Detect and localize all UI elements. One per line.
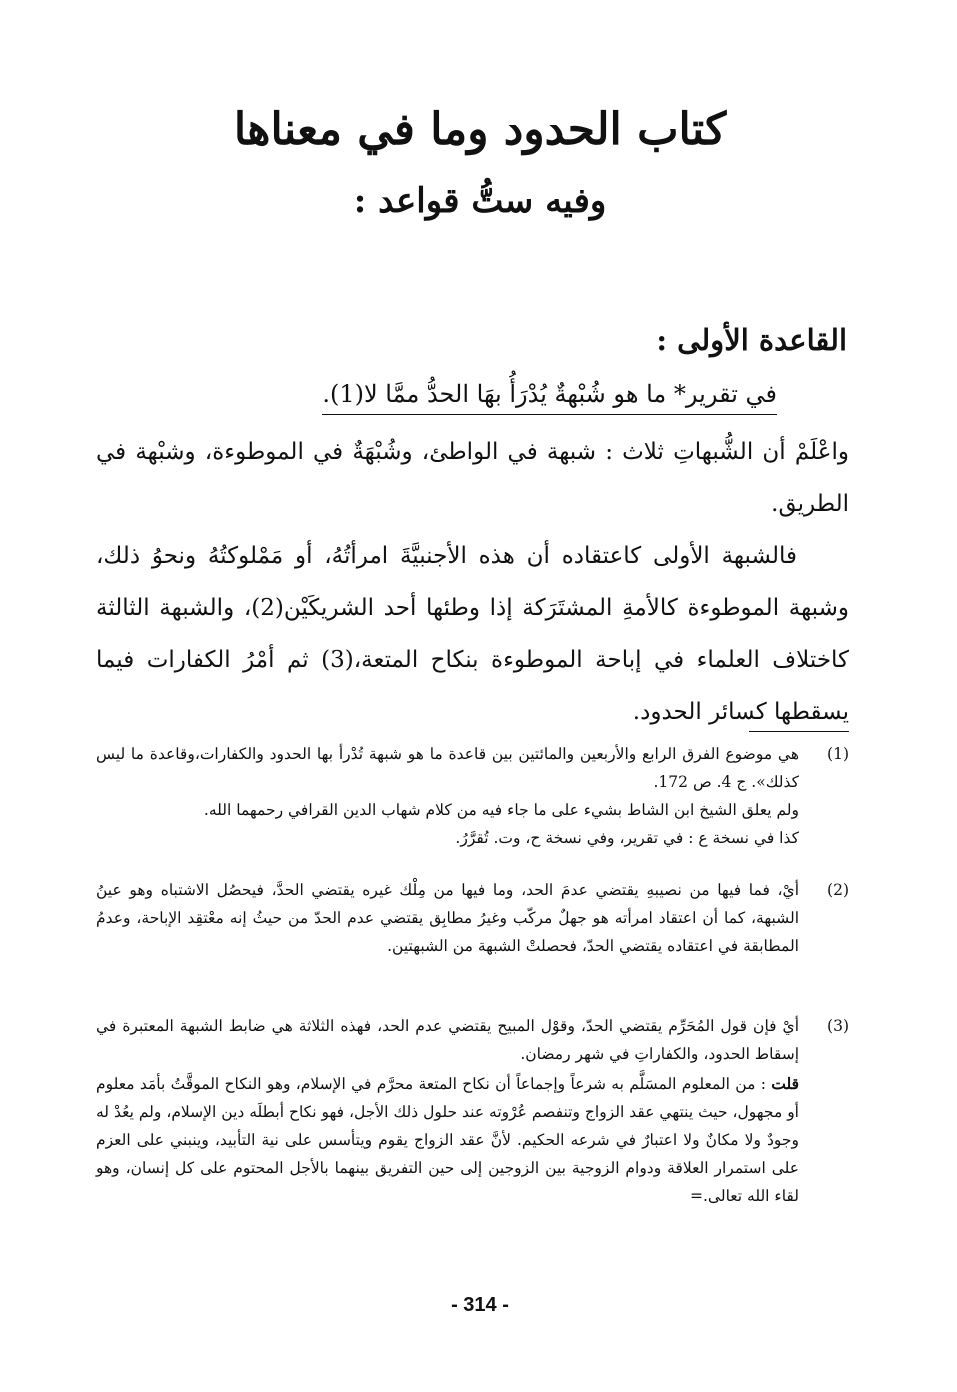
editor-comment-label: قلت bbox=[771, 1074, 799, 1093]
editor-comment-text: : من المعلوم المسَلَّم به شرعاً وإجماعاً أن نكاح المتعة محرَّم في الإسلام، وهو النكاح الموقَّتُ بأمَد معلوم أو مجهول، حيث ينتهي عقد الزواج وتنفصم عُرْوته عند حلول ذلك الأجل، فهو نكاح أبطلَه دين الإسلام، ولم يعُدْ له وجودٌ ولا مكانٌ ولا اعتبارٌ في شرعه الحكيم. لأنَّ عقد الزواج يقوم ويتأسس على نية التأبيد، وينبني على العزم على استمرار العلاقة ودوام الزوجية بين الزوجين إلى حين التفريق بينهما بالأجل المحتوم على كل إنسان، وهو لقاء الله تعالى.= bbox=[96, 1075, 799, 1205]
footnote-line: أيْ فإن قول المُحَرِّم يقتضي الحدّ، وقوْل المبيح يقتضي عدم الحد، فهذه الثلاثة هي ضابط الشبهة المعتبرة في إسقاط الحدود، والكفاراتِ في شهر رمضان. bbox=[96, 1017, 799, 1063]
footnote-3 bbox=[96, 1012, 849, 1068]
footnote-2 bbox=[96, 876, 849, 960]
editor-comment bbox=[96, 1070, 799, 1210]
footnote-divider bbox=[749, 731, 849, 732]
footnote-number: (2) bbox=[827, 881, 849, 899]
book-title: كتاب الحدود وما في معناها bbox=[233, 104, 727, 155]
book-subtitle: وفيه ستُّ قواعد : bbox=[353, 181, 607, 221]
footnote-number: (3) bbox=[827, 1017, 849, 1035]
page-number: - 314 - bbox=[451, 1294, 509, 1316]
rule-subject: في تقرير* ما هو شُبْهةٌ يُدْرَأُ بهَا الحدُّ ممَّا لا(1). bbox=[322, 376, 777, 415]
footnote-number: (1) bbox=[827, 745, 849, 763]
footnote-line: كذا في نسخة ع : في تقرير، وفي نسخة ح، وت. تُقرَّرُ. bbox=[455, 829, 799, 847]
rule-heading: القاعدة الأولى : bbox=[656, 323, 847, 357]
paragraph-2: فالشبهة الأولى كاعتقاده أن هذه الأجنبيَّةَ امرأتُهُ، أو مَمْلوكتُهُ ونحوُ ذلك، وشبهة الموطوءة كالأمةِ المشتَرَكة إذا وطئها أحد الشريكَيْن(2)، والشبهة الثالثة كاختلاف العلماء في إباحة الموطوءة بنكاح المتعة،(3) ثم أمْرُ الكفارات فيما يسقطها كسائر الحدود. bbox=[96, 543, 849, 725]
paragraph-1: واعْلَمْ أن الشُّبهاتِ ثلاث : شبهة في الواطئ، وشُبْهَةٌ في الموطوءة، وشبْهة في الطريق. bbox=[96, 439, 849, 517]
footnote-line: هي موضوع الفرق الرابع والأربعين والمائتين بين قاعدة ما هو شبهة تُدْرأ بها الحدود والكفارات،وقاعدة ما ليس كذلك». ج 4. ص 172. bbox=[96, 745, 799, 791]
footnote-line: ولم يعلق الشيخ ابن الشاط بشيء على ما جاء فيه من كلام شهاب الدين القرافي رحمهما الله. bbox=[203, 801, 799, 819]
footnote-1 bbox=[96, 740, 849, 852]
footnote-line: أيْ، فما فيها من نصيبهِ يقتضي عدمَ الحد، وما فيها من مِلْك غيره يقتضي الحدَّ، فيحصُل الاشتباه وهو عينُ الشبهة، كما أن اعتقاد امرأته هو جهلٌ مركّب وغيرُ مطابِق يقتضي عدم الحدّ من حيثُ إنه معْتقِد الإباحة، وعدمُ المطابقة في اعتقاده يقتضي الحدّ، فحصلتْ الشبهة من الشبهتين. bbox=[96, 881, 799, 955]
